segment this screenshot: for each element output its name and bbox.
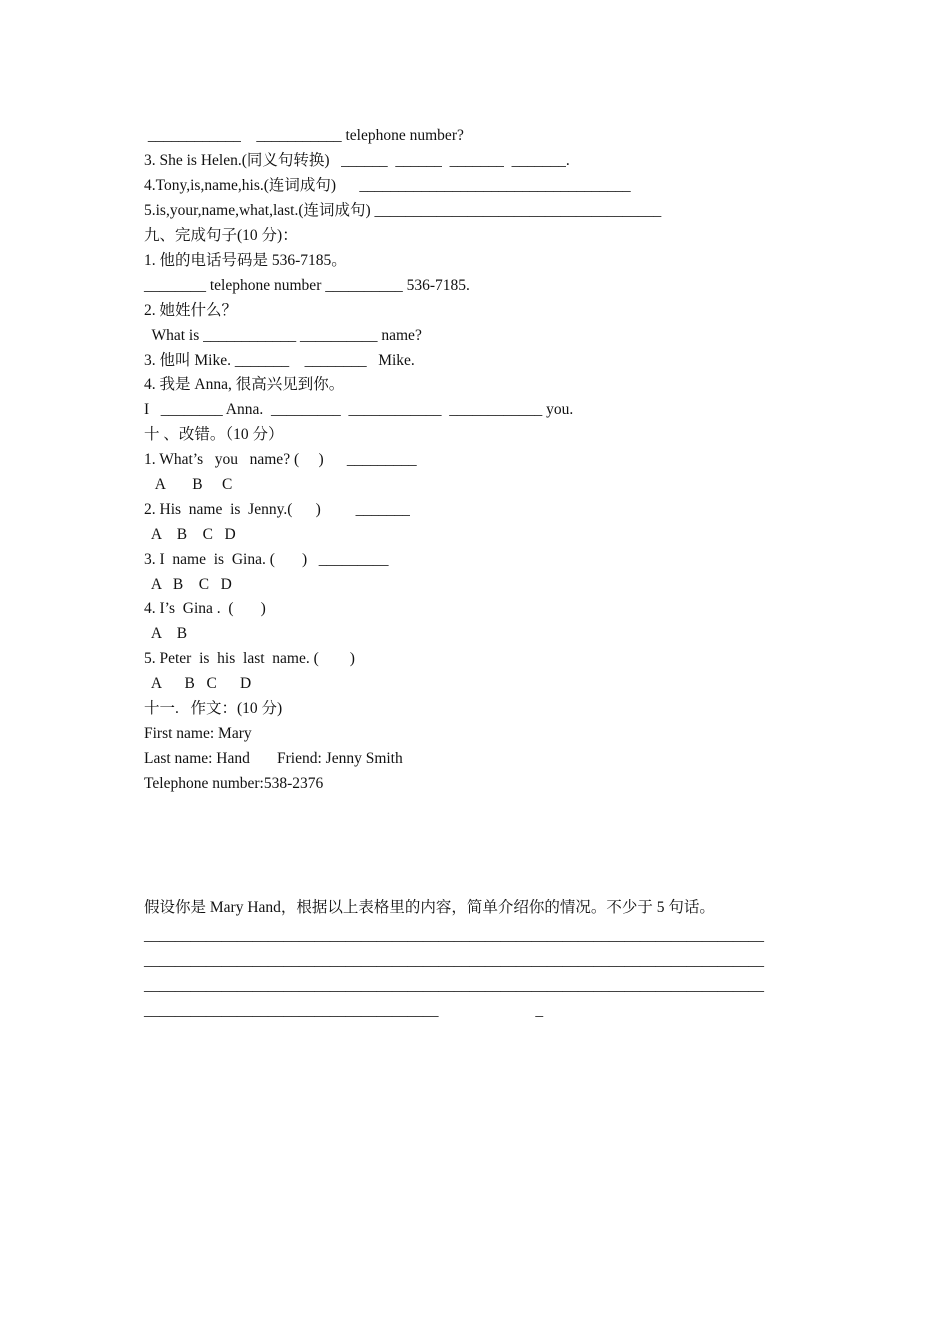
essay-answer-line: ______________________________________ _ bbox=[144, 1002, 544, 1019]
info-telephone: Telephone number:538-2376 bbox=[144, 775, 324, 792]
q9-2-answer: What is ____________ __________ name? bbox=[144, 327, 422, 344]
essay-answer-line: ________________________________________________________________________________ bbox=[144, 977, 764, 994]
q9-1-answer: ________ telephone number __________ 536-7185. bbox=[144, 277, 470, 294]
q10-4: 4. I’s Gina . ( ) bbox=[144, 600, 266, 617]
q9-1-prompt: 1. 他的电话号码是 536-7185。 bbox=[144, 252, 347, 269]
q8-4-word-order: 4.Tony,is,name,his.(连词成句) ___________________________________ bbox=[144, 177, 631, 194]
section-10-heading: 十 、改错。（10 分） bbox=[144, 426, 284, 443]
q9-3: 3. 他叫 Mike. _______ ________ Mike. bbox=[144, 352, 415, 369]
q8-2-blank-line: ____________ ___________ telephone number? bbox=[144, 127, 464, 144]
q10-1-options: A B C bbox=[144, 476, 233, 493]
q10-5-options: A B C D bbox=[144, 675, 252, 692]
essay-answer-line: ________________________________________________________________________________ bbox=[144, 952, 764, 969]
q8-5-word-order: 5.is,your,name,what,last.(连词成句) _____________________________________ bbox=[144, 202, 662, 219]
q9-4-prompt: 4. 我是 Anna, 很高兴见到你。 bbox=[144, 376, 345, 393]
q10-2-options: A B C D bbox=[144, 526, 236, 543]
q10-1: 1. What’s you name? ( ) _________ bbox=[144, 451, 417, 468]
section-9-heading: 九、完成句子(10 分)： bbox=[144, 227, 298, 244]
q10-3: 3. I name is Gina. ( ) _________ bbox=[144, 551, 389, 568]
q8-3-synonym: 3. She is Helen.(同义句转换) ______ ______ _______ _______. bbox=[144, 152, 570, 169]
section-11-heading: 十一. 作文：(10 分) bbox=[144, 700, 283, 717]
essay-answer-line: ________________________________________________________________________________ bbox=[144, 927, 764, 944]
q10-4-options: A B bbox=[144, 625, 188, 642]
q10-5: 5. Peter is his last name. ( ) bbox=[144, 650, 355, 667]
q10-3-options: A B C D bbox=[144, 576, 232, 593]
info-last-name-friend: Last name: Hand Friend: Jenny Smith bbox=[144, 750, 403, 767]
q9-4-answer: I ________ Anna. _________ ____________ ____________ you. bbox=[144, 401, 574, 418]
essay-instruction: 假设你是 Mary Hand，根据以上表格里的内容，简单介绍你的情况。不少于 5 句话。 bbox=[144, 899, 715, 916]
q9-2-prompt: 2. 她姓什么？ bbox=[144, 302, 238, 319]
q10-2: 2. His name is Jenny.( ) _______ bbox=[144, 501, 410, 518]
info-first-name: First name: Mary bbox=[144, 725, 252, 742]
